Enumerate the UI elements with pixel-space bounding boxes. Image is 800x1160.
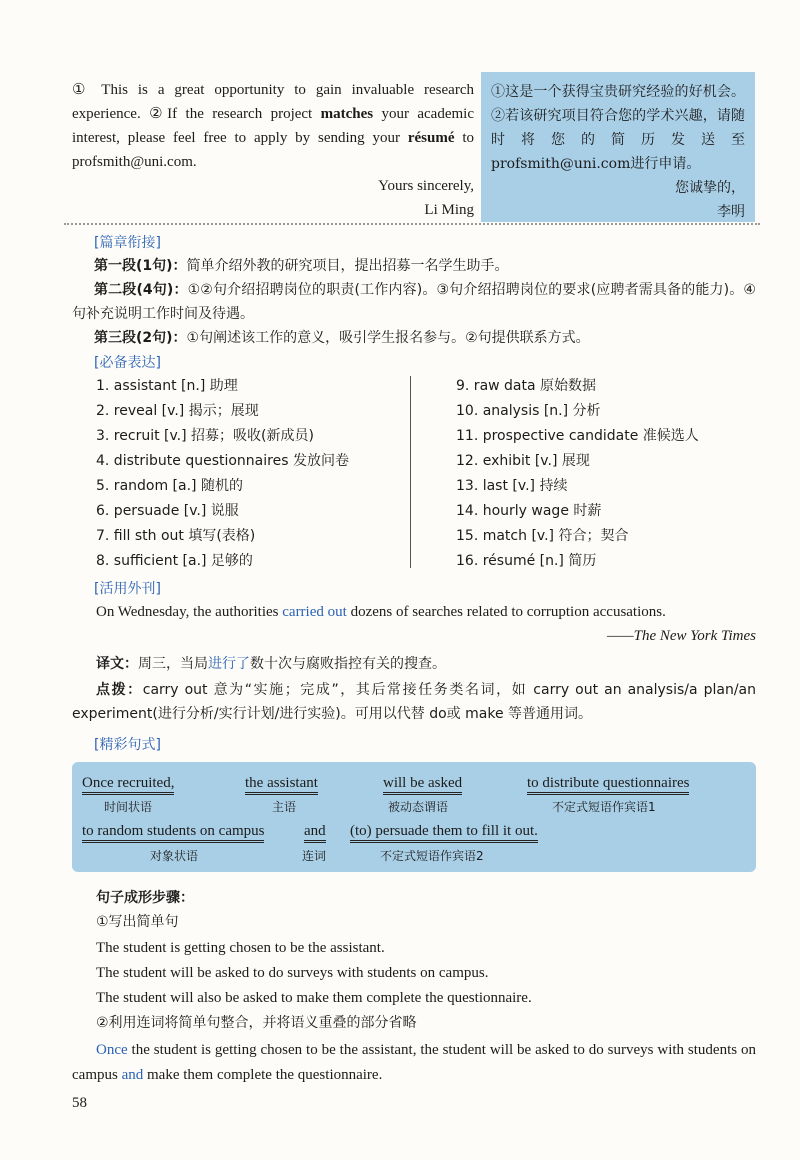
structure-para-3: 第三段(2句)：①句阐述该工作的意义，吸引学生报名参与。②句提供联系方式。 <box>94 330 590 346</box>
periodical-sentence: On Wednesday, the authorities carried out dozens of searches related to corruption accusations. <box>96 604 666 620</box>
section-label-structure: [篇章衔接] <box>94 235 161 251</box>
sentence-segment: and <box>304 822 326 843</box>
structure-para-1: 第一段(1句)：简单介绍外教的研究项目，提出招募一名学生助手。 <box>94 258 509 274</box>
segment-tag: 主语 <box>272 800 297 814</box>
keyword-matches: matches <box>320 106 374 122</box>
segment-tag: 不定式短语作宾语1 <box>552 800 656 814</box>
vocab-list-left <box>96 374 349 574</box>
keyword-resume: résumé <box>407 130 455 146</box>
list-item: 16. résumé [n.] 简历 <box>456 553 597 569</box>
list-item: 2. reveal [v.] 揭示；展现 <box>96 403 259 419</box>
list-item: 1. assistant [n.] 助理 <box>96 378 238 394</box>
vocab-list-right <box>456 374 699 574</box>
list-item: 15. match [v.] 符合；契合 <box>456 528 629 544</box>
segment-tag: 时间状语 <box>104 800 153 814</box>
closing-phrase: Yours sincerely, <box>378 178 474 194</box>
combined-sentence: Once the student is getting chosen to be the assistant, the student will be asked to do surveys with students on campus and make them complete the questionnaire. <box>72 1042 756 1083</box>
periodical-tip: 点拨：carry out 意为“实施；完成”，其后常接任务类名词，如 carry out an analysis/a plan/an experiment(进行分析/实行计划/进行实验)。可用以代替 do或 make 等普通用词。 <box>72 682 757 722</box>
list-item: 6. persuade [v.] 说服 <box>96 503 239 519</box>
highlight-once: Once <box>96 1042 128 1058</box>
section-label-expressions: [必备表达] <box>94 355 161 371</box>
periodical-source: ——The New York Times <box>606 628 756 644</box>
simple-sentence-2: The student will be asked to do surveys with students on campus. <box>96 965 489 981</box>
letter-closing <box>300 174 474 222</box>
sentence-segment: will be asked <box>383 774 462 795</box>
list-item: 8. sufficient [a.] 足够的 <box>96 553 253 569</box>
list-item: 4. distribute questionnaires 发放问卷 <box>96 453 349 469</box>
step-1-label: ①写出简单句 <box>96 914 179 930</box>
highlight-translation: 进行了 <box>208 656 250 672</box>
dotted-divider <box>64 223 760 225</box>
letter-chinese-translation <box>481 72 755 222</box>
chinese-signature: 李明 <box>717 204 745 220</box>
segment-tag: 被动态谓语 <box>388 800 449 814</box>
chinese-closing: 您诚挚的， <box>675 180 745 196</box>
list-item: 13. last [v.] 持续 <box>456 478 568 494</box>
section-label-periodical: [活用外刊] <box>94 581 161 597</box>
step-2-label: ②利用连词将简单句整合，并将语义重叠的部分省略 <box>96 1015 417 1031</box>
segment-tag: 连词 <box>302 849 327 863</box>
sentence-segment: to random students on campus <box>82 822 264 843</box>
list-item: 9. raw data 原始数据 <box>456 378 597 394</box>
simple-sentence-3: The student will also be asked to make them complete the questionnaire. <box>96 990 532 1006</box>
signature: Li Ming <box>424 202 474 218</box>
steps-heading: 句子成形步骤： <box>96 890 194 906</box>
highlight-carried-out: carried out <box>282 604 347 620</box>
highlight-and: and <box>121 1067 144 1083</box>
list-item: 14. hourly wage 时薪 <box>456 503 602 519</box>
vocab-column-divider <box>410 376 411 568</box>
list-item: 3. recruit [v.] 招募；吸收(新成员) <box>96 428 314 444</box>
simple-sentence-1: The student is getting chosen to be the assistant. <box>96 940 385 956</box>
section-label-sentence: [精彩句式] <box>94 737 161 753</box>
segment-tag: 对象状语 <box>150 849 199 863</box>
periodical-translation: 译文：周三，当局进行了数十次与腐败指控有关的搜查。 <box>96 656 446 672</box>
sentence-segment: Once recruited, <box>82 774 174 795</box>
list-item: 10. analysis [n.] 分析 <box>456 403 601 419</box>
structure-para-2: 第二段(4句)：①②句介绍招聘岗位的职责(工作内容)。③句介绍招聘岗位的要求(应聘者需具备的能力)。④句补充说明工作时间及待遇。 <box>72 282 756 322</box>
page-number: 58 <box>72 1095 87 1111</box>
chinese-body: ①这是一个获得宝贵研究经验的好机会。②若该研究项目符合您的学术兴趣，请随时将您的简历发送至profsmith@uni.com进行申请。 <box>491 84 745 172</box>
letter-english-body: ① This is a great opportunity to gain invaluable research experience. ②If the research project matches your academic interest, please feel free to apply by sending your résumé to profsmith@uni.com. <box>72 82 475 170</box>
segment-tag: 不定式短语作宾语2 <box>380 849 484 863</box>
list-item: 11. prospective candidate 准候选人 <box>456 428 699 444</box>
sentence-segment: (to) persuade them to fill it out. <box>350 822 538 843</box>
sentence-segment: the assistant <box>245 774 318 795</box>
sentence-segment: to distribute questionnaires <box>527 774 689 795</box>
list-item: 7. fill sth out 填写(表格) <box>96 528 256 544</box>
list-item: 12. exhibit [v.] 展现 <box>456 453 590 469</box>
list-item: 5. random [a.] 随机的 <box>96 478 243 494</box>
